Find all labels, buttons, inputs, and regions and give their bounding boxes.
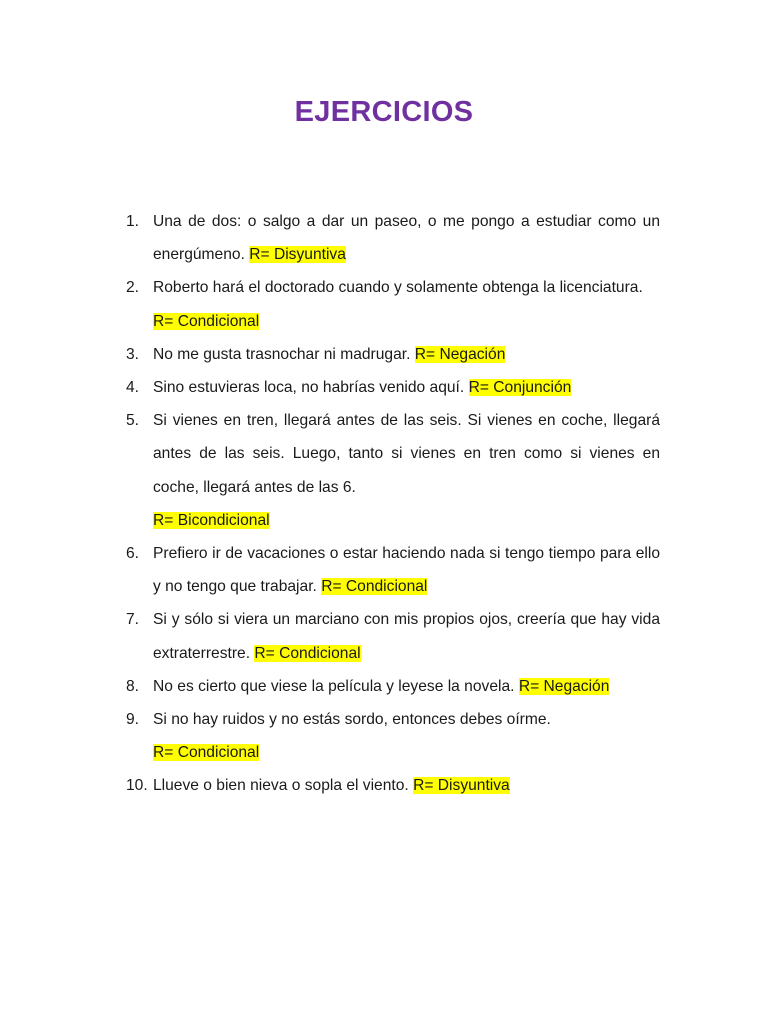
list-item: [126, 404, 660, 537]
answer-highlight: R= Disyuntiva: [413, 777, 510, 795]
answer-highlight: R= Disyuntiva: [249, 246, 346, 264]
item-number: 6.: [126, 545, 140, 563]
exercise-list: [126, 205, 660, 803]
item-text: Sino estuvieras loca, no habrías venido aquí.: [153, 379, 465, 397]
item-text: No es cierto que viese la película y leyese la novela.: [153, 677, 515, 695]
answer-highlight: R= Condicional: [153, 312, 260, 330]
list-item: [126, 670, 660, 703]
item-number: 10.: [126, 777, 148, 795]
answer-highlight: R= Negación: [518, 677, 610, 695]
list-item: [126, 769, 660, 802]
item-text: Prefiero ir de vacaciones o estar haciendo nada si tengo tiempo para ello y no tengo que trabajar.: [153, 545, 660, 596]
list-item: [126, 371, 660, 404]
item-text: Si no hay ruidos y no estás sordo, entonces debes oírme.: [153, 711, 551, 729]
item-text: Llueve o bien nieva o sopla el viento.: [153, 777, 409, 795]
item-number: 9.: [126, 711, 140, 729]
item-number: 2.: [126, 279, 140, 297]
list-item: [126, 205, 660, 271]
answer-highlight: R= Negación: [414, 345, 506, 363]
answer-highlight: R= Condicional: [321, 578, 428, 596]
item-text: Una de dos: o salgo a dar un paseo, o me pongo a estudiar como un energúmeno.: [153, 213, 660, 264]
list-item: [126, 271, 660, 337]
item-text: Si y sólo si viera un marciano con mis propios ojos, creería que hay vida extraterrestre.: [153, 611, 660, 662]
list-item: [126, 537, 660, 603]
item-text: Roberto hará el doctorado cuando y solamente obtenga la licenciatura.: [153, 279, 643, 297]
list-item: [126, 603, 660, 669]
item-text: Si vienes en tren, llegará antes de las seis. Si vienes en coche, llegará antes de las seis. Luego, tanto si vienes en tren como si vienes en coche, llegará antes de las 6.: [153, 412, 660, 496]
answer-highlight: R= Bicondicional: [153, 511, 270, 529]
item-number: 1.: [126, 213, 140, 230]
list-item: [126, 703, 660, 769]
item-number: 5.: [126, 412, 140, 430]
item-number: 8.: [126, 677, 140, 695]
item-number: 3.: [126, 345, 140, 363]
item-number: 4.: [126, 379, 140, 397]
item-text: No me gusta trasnochar ni madrugar.: [153, 345, 411, 363]
answer-highlight: R= Condicional: [254, 644, 361, 662]
answer-highlight: R= Condicional: [153, 744, 260, 762]
list-item: [126, 338, 660, 371]
answer-highlight: R= Conjunción: [468, 379, 572, 397]
item-number: 7.: [126, 611, 140, 629]
page-title: EJERCICIOS: [294, 96, 474, 128]
